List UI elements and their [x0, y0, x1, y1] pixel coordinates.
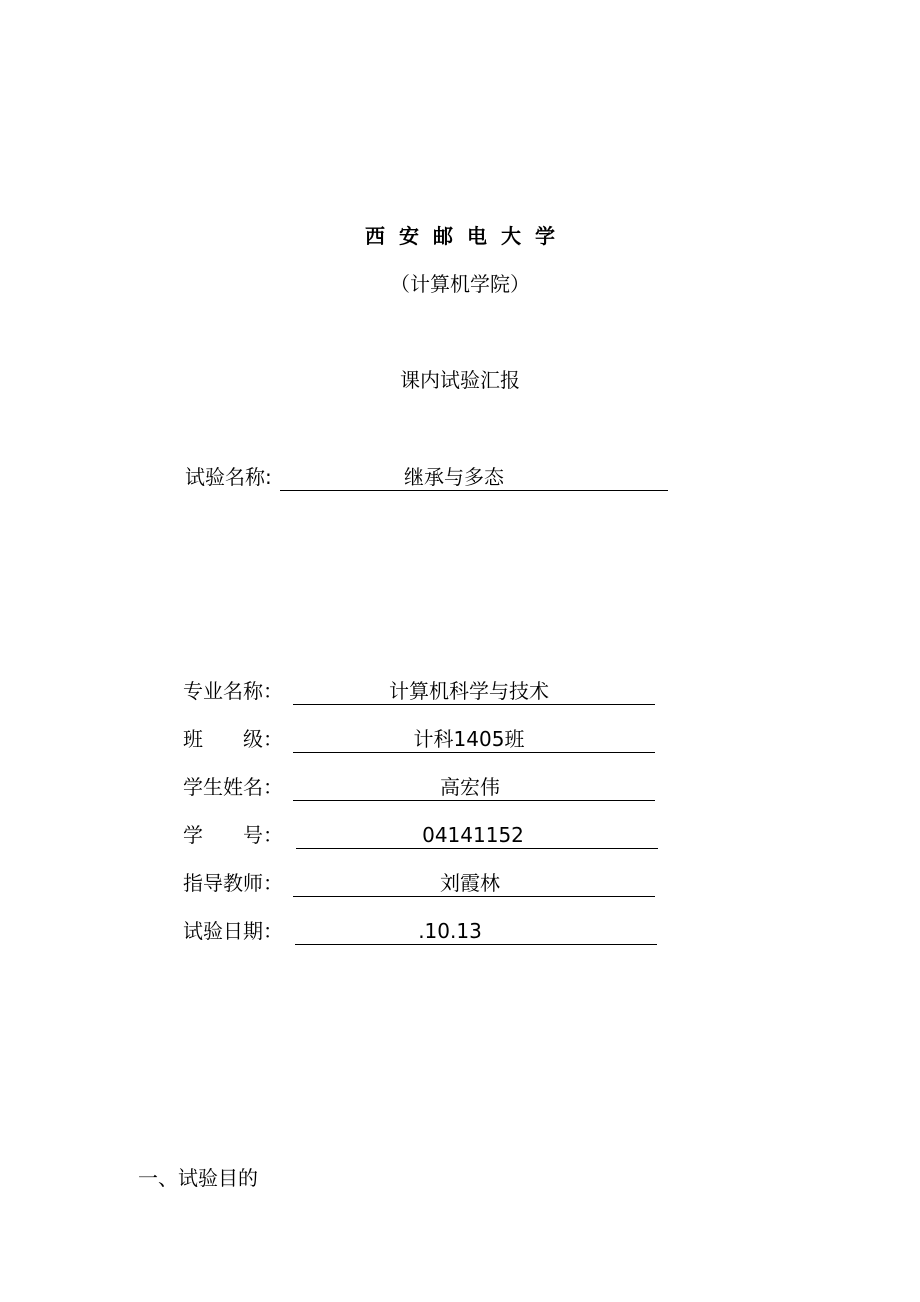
experiment-name-value: 继承与多态 [404, 465, 504, 489]
major-field [293, 676, 655, 705]
major-label: 专业名称： [183, 679, 283, 703]
student-id-label: 学 号： [183, 823, 283, 847]
date-field [295, 916, 657, 945]
instructor-field [293, 868, 655, 897]
student-id-value: 04141152 [422, 823, 524, 847]
report-title: 课内试验汇报 [400, 368, 520, 392]
info-row-instructor [183, 868, 658, 898]
instructor-value: 刘霞林 [440, 871, 500, 895]
info-row-student-name [183, 772, 658, 802]
class-value: 计科1405班 [413, 727, 525, 751]
date-value: .10.13 [418, 919, 482, 943]
class-field [293, 724, 655, 753]
date-label: 试验日期： [183, 919, 283, 943]
major-value: 计算机科学与技术 [389, 679, 549, 703]
student-id-field [296, 820, 658, 849]
student-name-label: 学生姓名： [183, 775, 283, 799]
class-label: 班 级： [183, 727, 283, 751]
experiment-name-field [280, 462, 668, 491]
section-heading: 一、试验目的 [138, 1166, 258, 1190]
info-row-date [183, 916, 659, 946]
university-name: 西安邮电大学 [365, 224, 569, 248]
info-row-major [183, 676, 658, 706]
info-row-class [183, 724, 658, 754]
college-name: （计算机学院） [390, 272, 530, 296]
student-name-value: 高宏伟 [440, 775, 500, 799]
info-row-student-id [183, 820, 661, 850]
student-name-field [293, 772, 655, 801]
experiment-name-row [185, 462, 670, 492]
experiment-name-label: 试验名称: [185, 465, 272, 489]
instructor-label: 指导教师： [183, 871, 283, 895]
